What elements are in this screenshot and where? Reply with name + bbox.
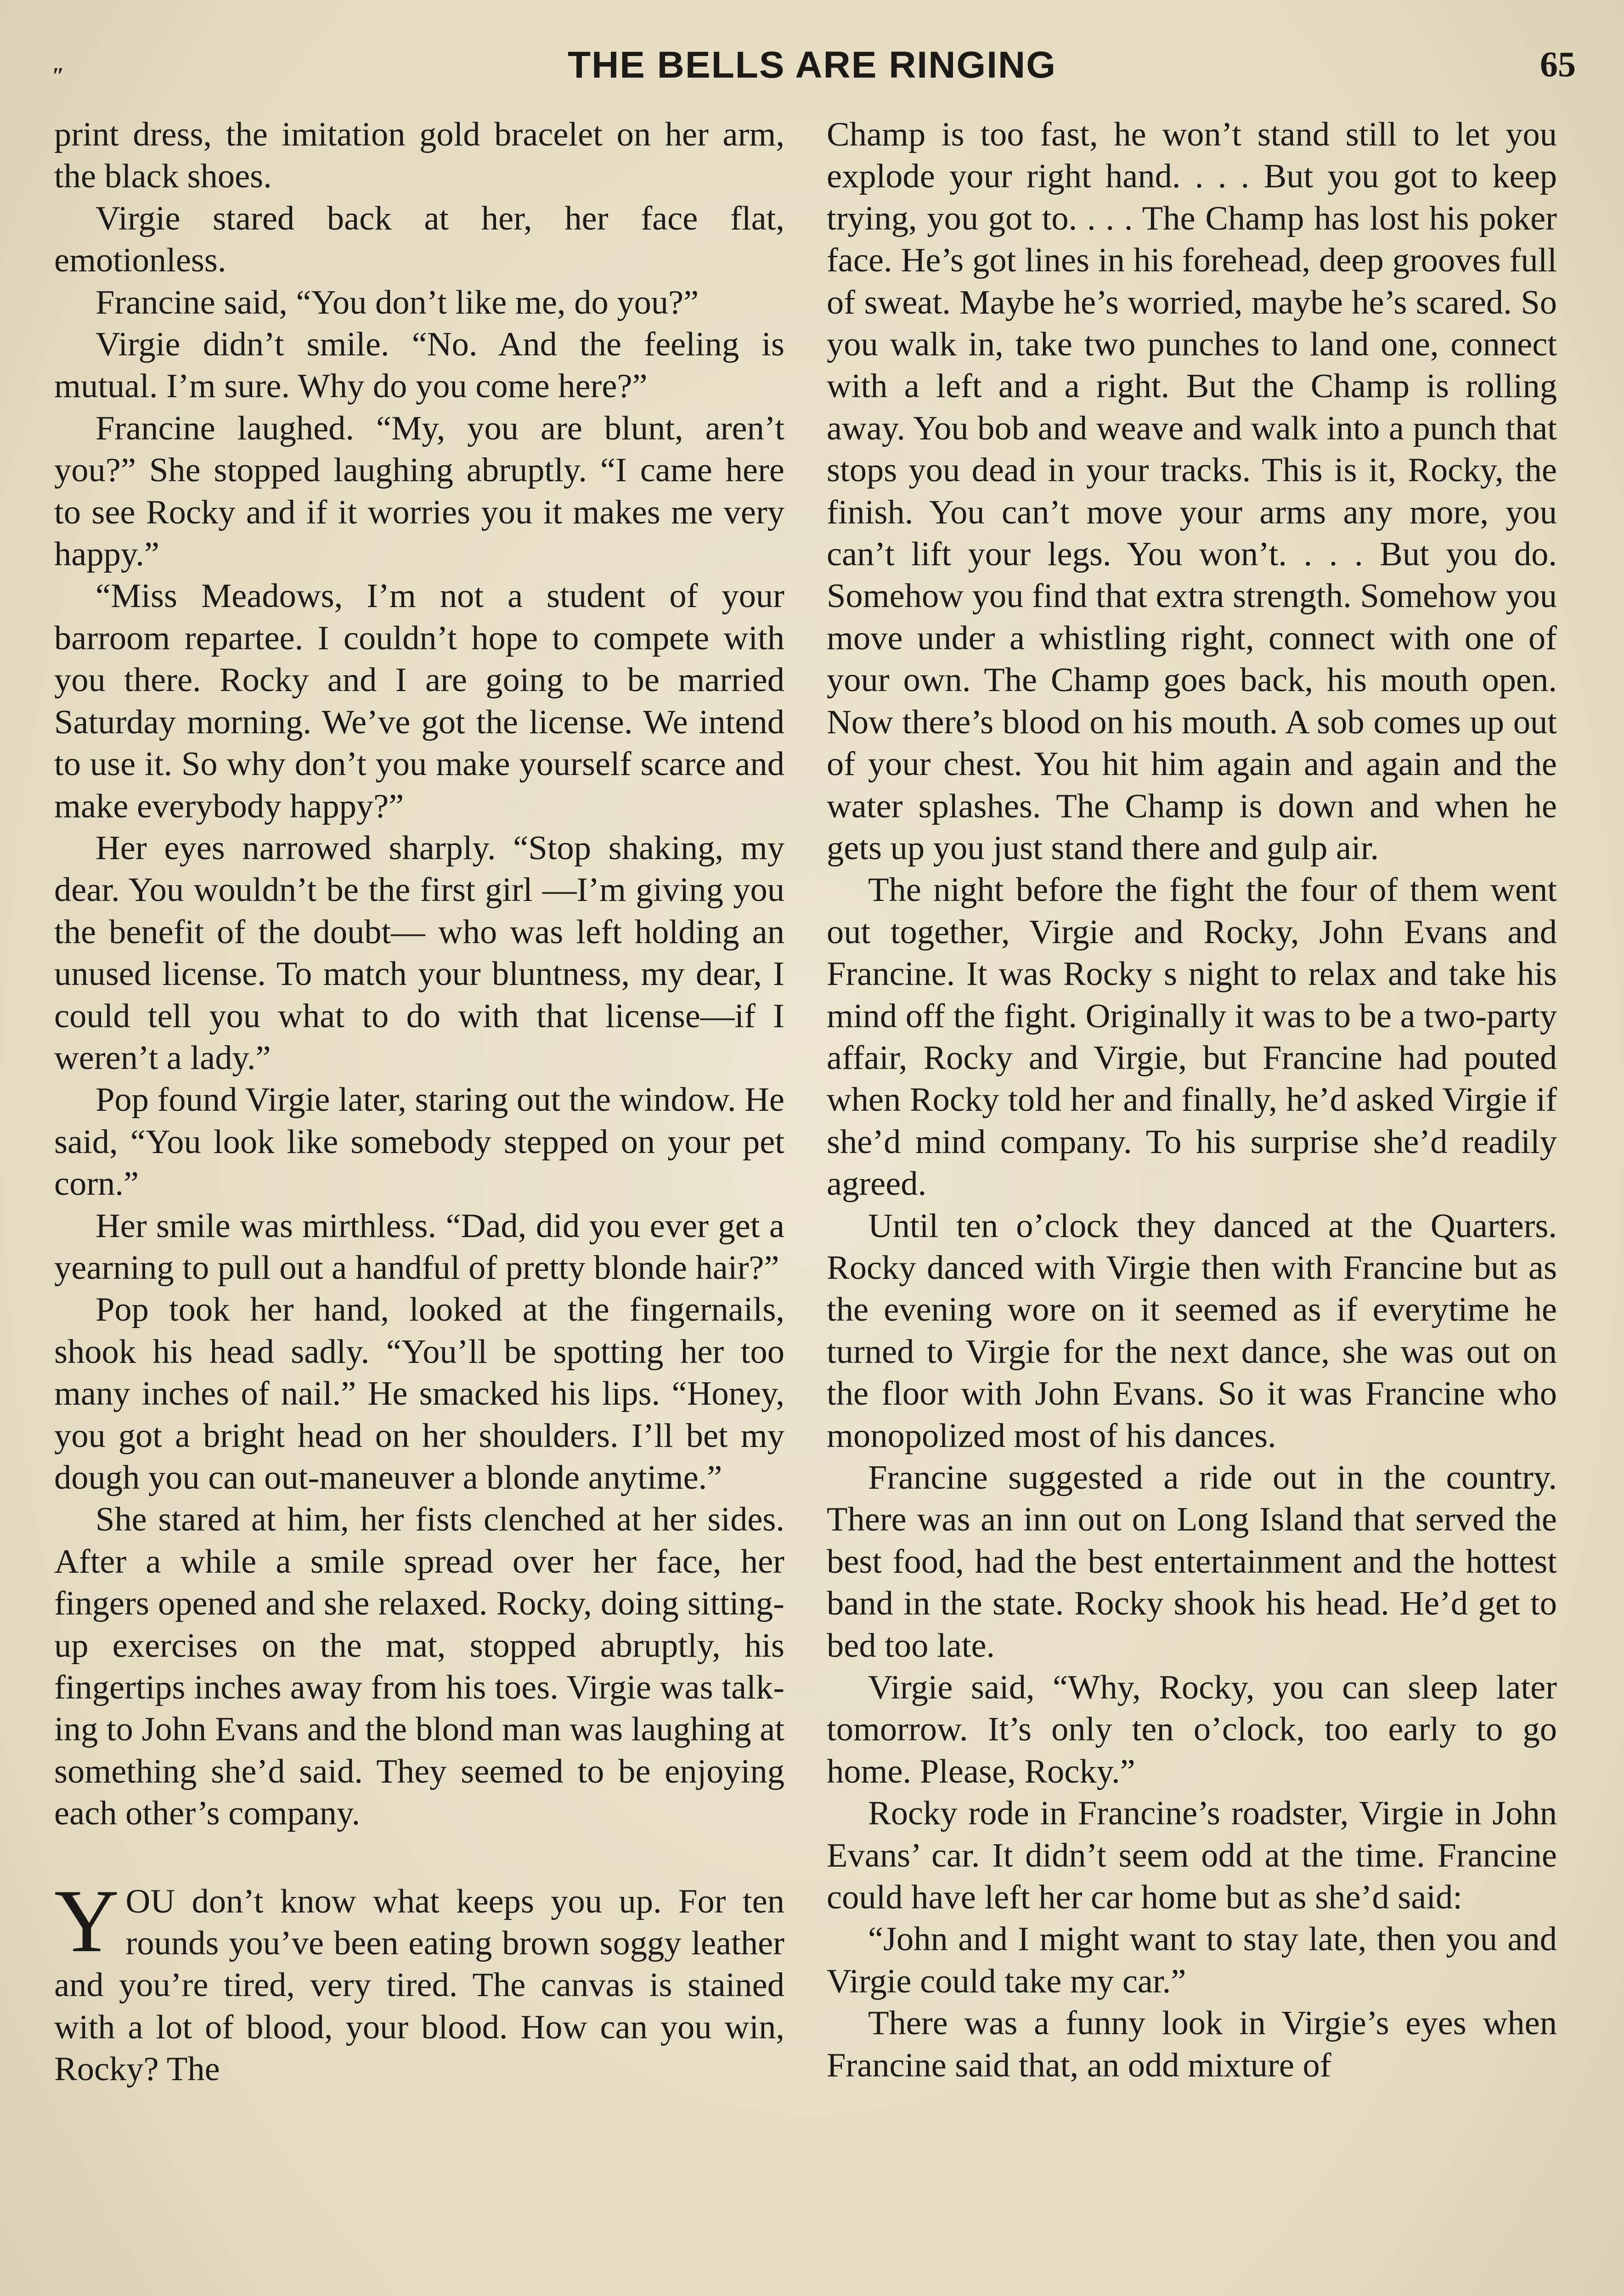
paragraph: “Miss Meadows, I’m not a student of your barroom repartee. I couldn’t hope to compete with you there. Rocky and I are going to be married Saturday morning. We’ve got the license. We intend to use it. So why don’t you make yourself scarce and make everybody happy?” [54, 577, 784, 825]
running-title: THE BELLS ARE RINGING [568, 44, 1056, 86]
paragraph: Francine said, “You don’t like me, do you?” [96, 283, 699, 321]
paragraph: Francine laughed. “My, you are blunt, aren’t you?” She stopped laughing abruptly. “I came here to see Rocky and if it worries you it makes me very happy.” [54, 409, 784, 574]
paragraph: Champ is too fast, he won’t stand still to let you explode your right hand. . . . But you got to keep trying, you got to. . . . The Champ has lost his poker face. He’s got lines in his forehead, deep grooves full of sweat. Maybe he’s worried, maybe he’s scared. So you walk in, take two punches to land one, connect with a left and a right. But the Champ is rolling away. You bob and weave and walk into a punch that stops you dead in your tracks. This is it, Rocky, the finish. You can’t move your arms any more, you can’t lift your legs. You won’t. . . . But you do. Somehow you find that extra strength. Somehow you move under a whistling right, connect with one of your own. The Champ goes back, his mouth open. Now there’s blood on his mouth. A sob comes up out of your chest. You hit him again and again and the water splashes. The Champ is down and when he gets up you just stand there and gulp air. [827, 116, 1557, 867]
page-number: 65 [1540, 44, 1576, 84]
paragraph: Pop took her hand, looked at the fingernails, shook his head sadly. “You’ll be spotting her too many inches of nail.” He smacked his lips. “Honey, you got a bright head on her shoulders. I’ll bet my dough you can out-maneuver a blonde anytime.” [54, 1291, 784, 1497]
paragraph: The night before the fight the four of them went out together, Virgie and Rocky, John Evans and Francine. It was Rocky s night to relax and take his mind off the fight. Originally it was to be a two-party affair, Rocky and Virgie, but Francine had pouted when Rocky told her and finally, he’d asked Virgie if she’d mind company. To his surprise she’d readily agreed. [827, 871, 1557, 1203]
paragraph: Francine suggested a ride out in the country. There was an inn out on Long Island that served the best food, had the best entertainment and the hottest band in the state. Rocky shook his head. He’d get to bed too late. [827, 1459, 1557, 1665]
paragraph: Virgie stared back at her, her face flat, emotionless. [54, 199, 784, 280]
page-header [44, 44, 1580, 94]
paragraph: “John and I might want to stay late, then you and Virgie could take my car.” [827, 1920, 1557, 2000]
folio-mark: ″ [52, 62, 65, 88]
paragraph: print dress, the imitation gold bracelet on her arm, the black shoes. [54, 116, 784, 196]
left-column [54, 114, 784, 2091]
paragraph: There was a funny look in Virgie’s eyes when Francine said that, an odd mixture of [827, 2004, 1557, 2084]
paragraph: Until ten o’clock they danced at the Quarters. Rocky danced with Virgie then with Francine but as the evening wore on it seemed as if everytime he turned to Virgie for the next dance, she was out on the floor with John Evans. So it was Francine who monopolized most of his dances. [827, 1207, 1557, 1455]
paragraph: Her smile was mirthless. “Dad, did you ever get a yearning to pull out a handful of pretty blonde hair?” [54, 1207, 784, 1287]
paragraph: She stared at him, her fists clenched at her sides. After a while a smile spread over her face, her fingers opened and she relaxed. Rocky, doing sitting-up exercises on the mat, stopped abruptly, his fingertips inches away from his toes. Virgie was talking to John Evans and the blond man was laughing at something she’d said. They seemed to be enjoying each other’s company. [54, 1501, 784, 1833]
dropcap-paragraph [54, 1871, 784, 2091]
paragraph: Virgie said, “Why, Rocky, you can sleep later tomorrow. It’s only ten o’clock, too early to go home. Please, Rocky.” [827, 1669, 1557, 1790]
drop-cap: Y [54, 1871, 119, 1971]
paragraph: Rocky rode in Francine’s roadster, Virgie in John Evans’ car. It didn’t seem odd at the time. Francine could have left her car home but as she’d said: [827, 1795, 1557, 1917]
paragraph: Pop found Virgie later, staring out the window. He said, “You look like somebody stepped on your pet corn.” [54, 1081, 784, 1203]
dropcap-paragraph-text: OU don’t know what keeps you up. For ten rounds you’ve been eating brown soggy leather and you’re tired, very tired. The canvas is stained with a lot of blood, your blood. How can you win, Rocky? The [54, 1882, 784, 2088]
right-column [827, 114, 1557, 2087]
paragraph: Virgie didn’t smile. “No. And the feeling is mutual. I’m sure. Why do you come here?” [54, 326, 784, 405]
paragraph: Her eyes narrowed sharply. “Stop shaking, my dear. You wouldn’t be the first girl —I’m giving you the benefit of the doubt— who was left holding an unused license. To match your bluntness, my dear, I could tell you what to do with that license—if I weren’t a lady.” [54, 829, 784, 1077]
section-break [54, 1835, 784, 1881]
